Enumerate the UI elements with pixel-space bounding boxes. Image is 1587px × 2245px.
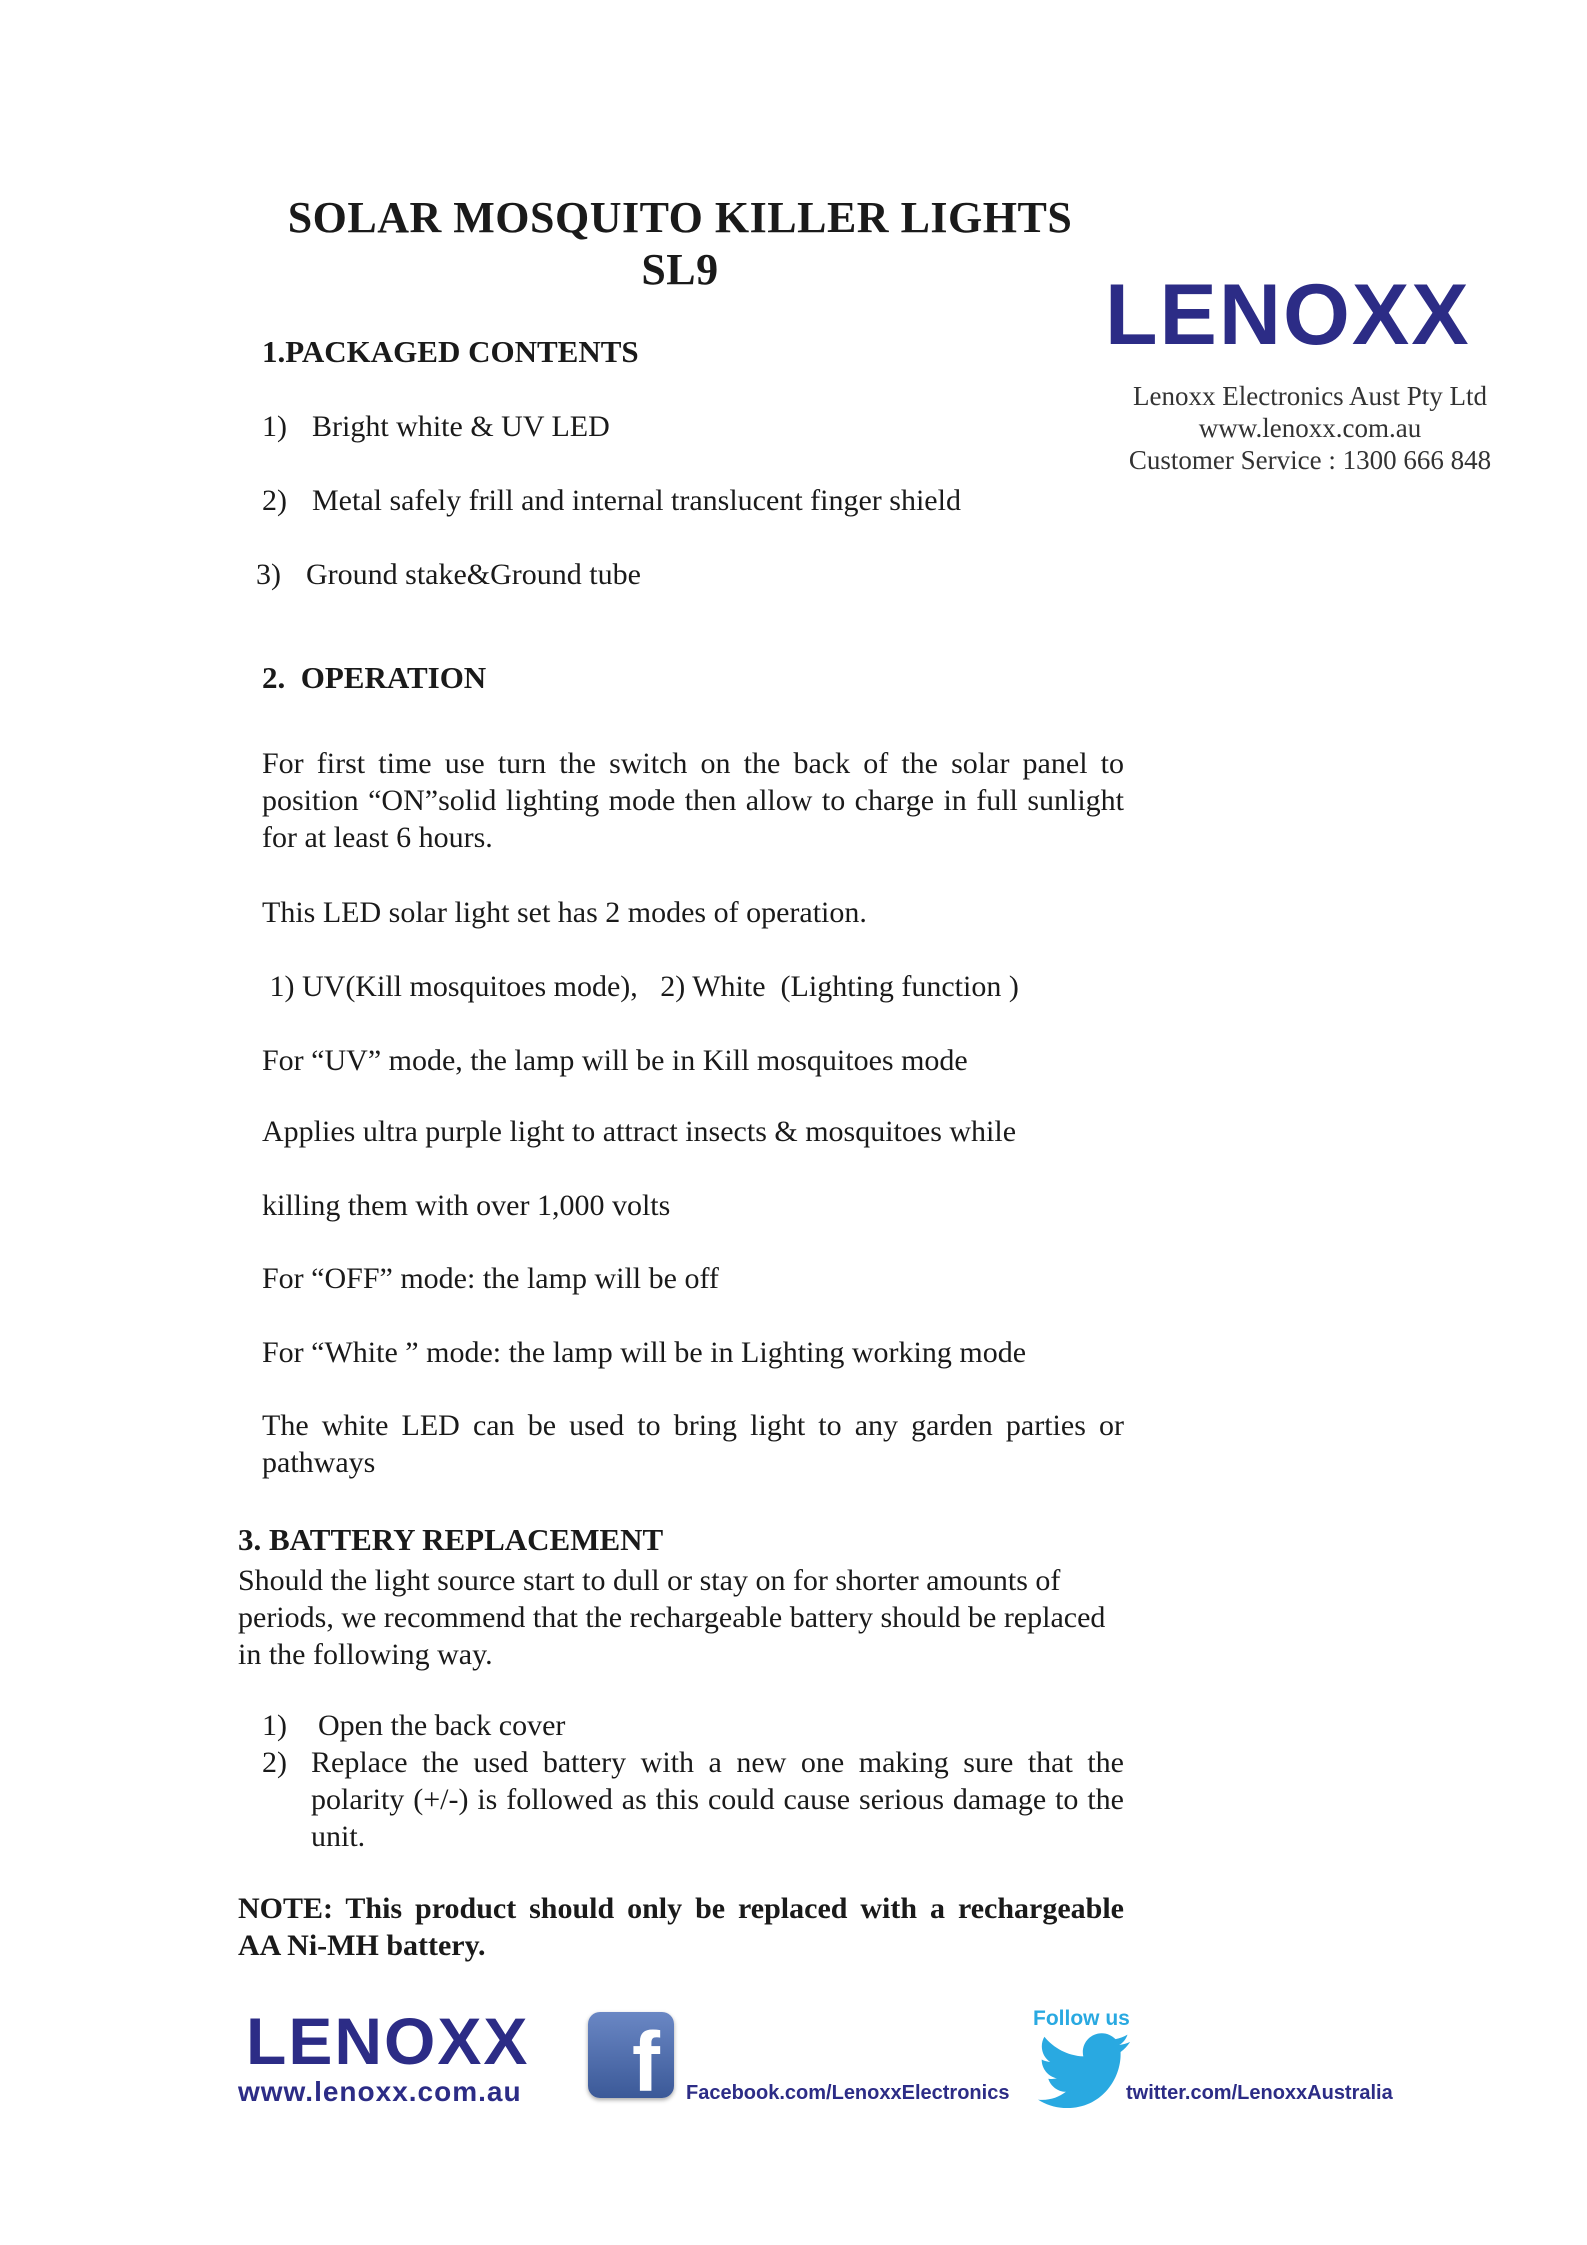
operation-heading: 2. OPERATION	[262, 660, 487, 695]
footer-lenoxx-logo: LENOXX	[246, 2004, 530, 2078]
operation-paragraph: The white LED can be used to bring light to any garden parties or pathways	[262, 1409, 1124, 1479]
battery-heading: 3. BATTERY REPLACEMENT	[238, 1522, 664, 1557]
packaged-item-number: 1)	[262, 410, 287, 443]
operation-modes: 1) UV(Kill mosquitoes mode), 2) White (Lighting function )	[262, 970, 1019, 1003]
operation-paragraph: For “UV” mode, the lamp will be in Kill mosquitoes mode	[262, 1044, 968, 1077]
footer-website-link[interactable]: www.lenoxx.com.au	[238, 2076, 522, 2107]
battery-step: Open the back cover	[318, 1709, 566, 1742]
company-name: Lenoxx Electronics Aust Pty Ltd	[1133, 381, 1487, 411]
battery-intro: Should the light source start to dull or stay on for shorter amounts of periods, we recommend that the rechargeable battery should be replaced in the following way.	[238, 1564, 1106, 1671]
customer-service: Customer Service : 1300 666 848	[1128, 445, 1492, 475]
operation-paragraph: Applies ultra purple light to attract insects & mosquitoes while	[262, 1115, 1017, 1148]
lenoxx-logo: LENOXX	[1105, 267, 1471, 363]
company-website: www.lenoxx.com.au	[1198, 413, 1422, 443]
document-title: SOLAR MOSQUITO KILLER LIGHTS	[287, 193, 1073, 242]
operation-paragraph: For first time use turn the switch on the back of the solar panel to position “ON”solid lighting mode then allow to charge in full sunlight for at least 6 hours.	[262, 747, 1124, 854]
battery-note: NOTE: This product should only be replaced with a rechargeable AA Ni-MH battery.	[238, 1892, 1124, 1962]
twitter-link[interactable]: twitter.com/LenoxxAustralia	[1126, 2082, 1393, 2104]
battery-step-number: 1)	[262, 1709, 287, 1742]
packaged-contents-heading: 1.PACKAGED CONTENTS	[262, 334, 639, 369]
facebook-link[interactable]: Facebook.com/LenoxxElectronics	[686, 2082, 1010, 2104]
operation-paragraph: killing them with over 1,000 volts	[262, 1189, 671, 1222]
battery-step: Replace the used battery with a new one making sure that the polarity (+/-) is followed as this could cause serious damage to the unit.	[311, 1746, 1124, 1853]
follow-us-label: Follow us	[1033, 2007, 1130, 2030]
model-number: SL9	[641, 245, 719, 294]
facebook-icon[interactable]: f	[588, 2012, 674, 2098]
twitter-bird-icon[interactable]	[1038, 2032, 1134, 2108]
packaged-item-number: 3)	[256, 558, 281, 591]
packaged-item: Ground stake&Ground tube	[306, 558, 641, 591]
operation-paragraph: This LED solar light set has 2 modes of operation.	[262, 896, 867, 929]
packaged-item: Metal safely frill and internal translucent finger shield	[312, 484, 961, 517]
packaged-item: Bright white & UV LED	[312, 410, 610, 443]
operation-paragraph: For “White ” mode: the lamp will be in Lighting working mode	[262, 1336, 1027, 1369]
battery-step-number: 2)	[262, 1746, 287, 1779]
operation-paragraph: For “OFF” mode: the lamp will be off	[262, 1262, 719, 1295]
packaged-item-number: 2)	[262, 484, 287, 517]
